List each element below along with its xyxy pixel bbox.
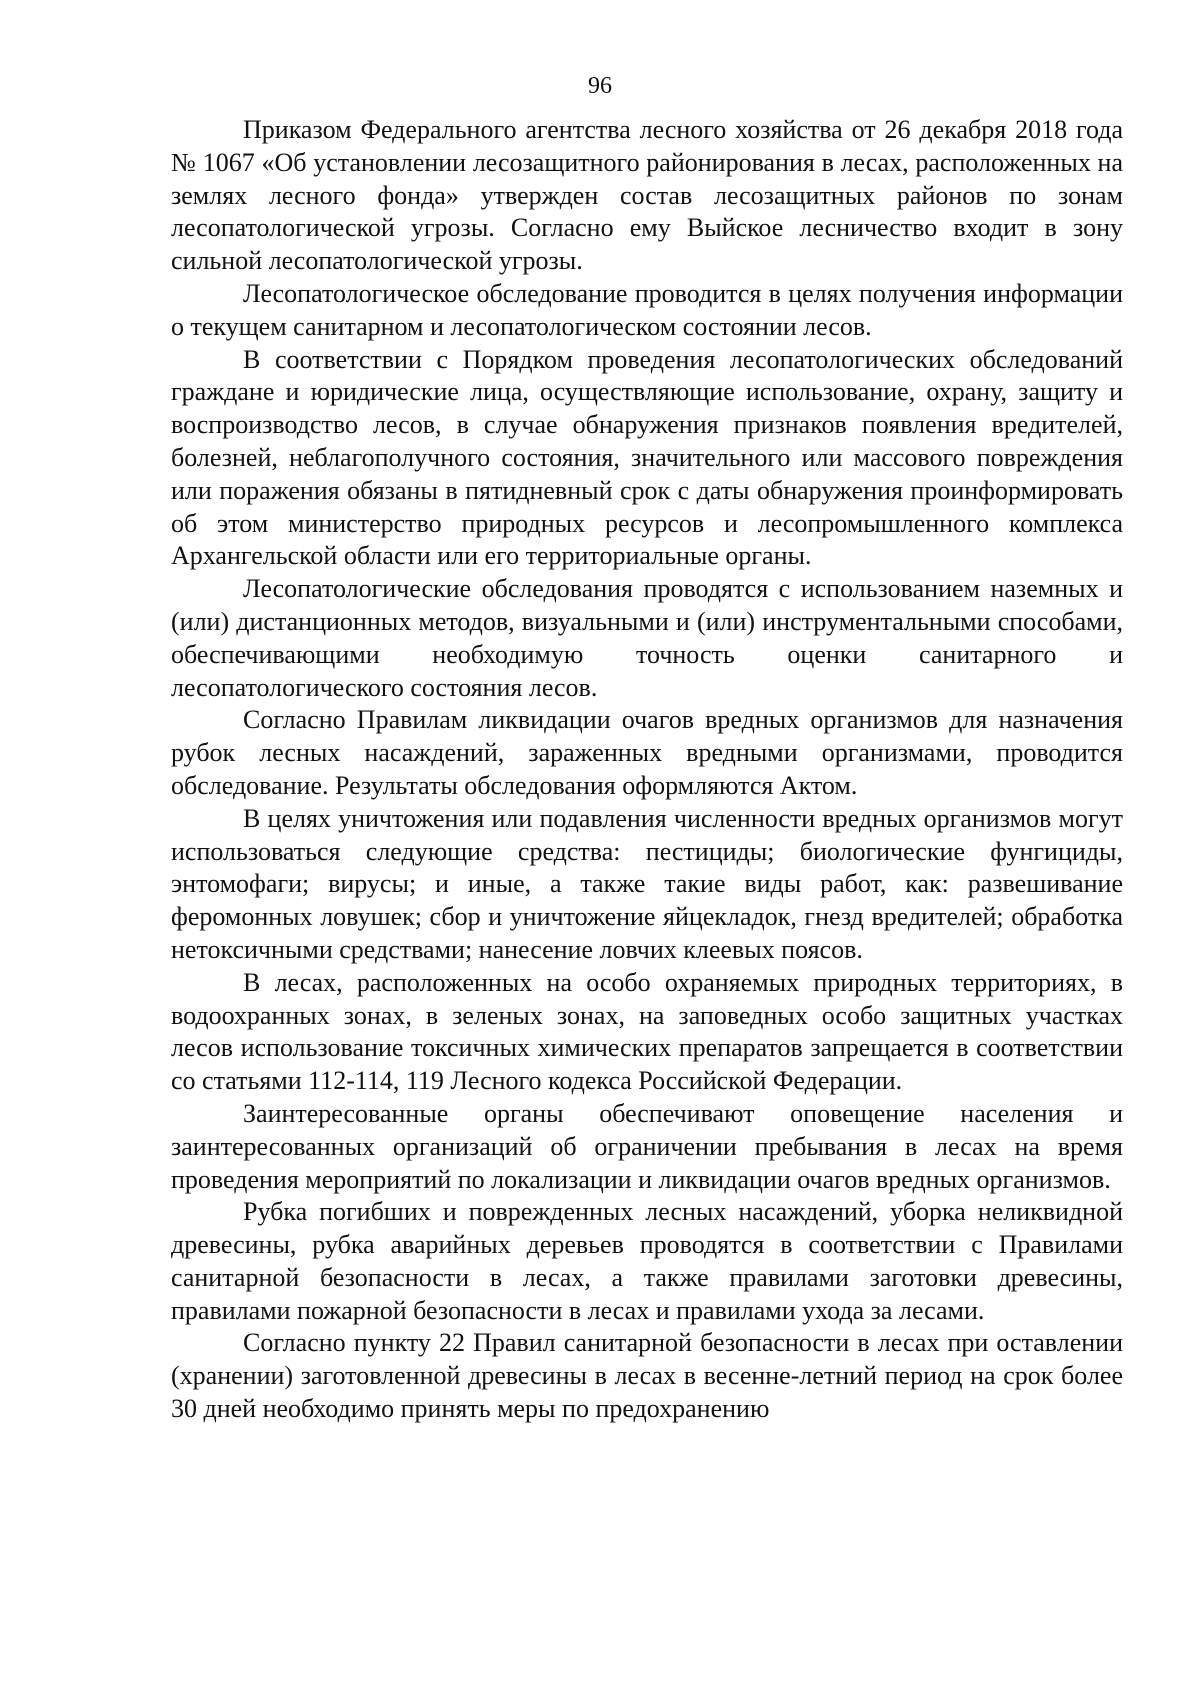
document-body <box>171 114 1123 1426</box>
page-number: 96 <box>588 73 612 99</box>
paragraph: Лесопатологическое обследование проводится в целях получения информации о текущем санитарном и лесопатологическом состоянии лесов. <box>171 278 1123 341</box>
paragraph-last: Согласно пункту 22 Правил санитарной безопасности в лесах при оставлении (хранении) заготовленной древесины в лесах в весенне-летний период на срок более 30 дней необходимо принять меры по предохранению <box>171 1328 1123 1424</box>
paragraph: В соответствии с Порядком проведения лесопатологических обследований граждане и юридические лица, осуществляющие использование, охрану, защиту и воспроизводство лесов, в случае обнаружения признаков появления вредителей, болезней, неблагополучного состояния, значительного или массового повреждения или поражения обязаны в пятидневный срок с даты обнаружения проинформировать об этом министерство природных ресурсов и лесопромышленного комплекса Архангельской области или его территориальные органы. <box>171 344 1123 571</box>
paragraph: В лесах, расположенных на особо охраняемых природных территориях, в водоохранных зонах, в зеленых зонах, на заповедных особо защитных участках лесов использование токсичных химических препаратов запрещается в соответствии со статьями 112-114, 119 Лесного кодекса Российской Федерации. <box>171 967 1123 1096</box>
paragraph: Согласно Правилам ликвидации очагов вредных организмов для назначения рубок лесных насаждений, зараженных вредными организмами, проводится обследование. Результаты обследования оформляются Актом. <box>171 705 1123 800</box>
paragraph: Лесопатологические обследования проводятся с использованием наземных и (или) дистанционных методов, визуальными и (или) инструментальными способами, обеспечивающими необходимую точность оценки санитарного и лесопатологического состояния лесов. <box>171 574 1123 702</box>
paragraph: Приказом Федерального агентства лесного хозяйства от 26 декабря 2018 года № 1067 «Об установлении лесозащитного районирования в лесах, расположенных на землях лесного фонда» утвержден состав лесозащитных районов по зонам лесопатологической угрозы. Согласно ему Выйское лесничество входит в зону сильной лесопатологической угрозы. <box>171 115 1123 276</box>
paragraph: Заинтересованные органы обеспечивают оповещение населения и заинтересованных организаций об ограничении пребывания в лесах на время проведения мероприятий по локализации и ликвидации очагов вредных организмов. <box>171 1098 1123 1194</box>
paragraph: Рубка погибших и поврежденных лесных насаждений, уборка неликвидной древесины, рубка аварийных деревьев проводятся в соответствии с Правилами санитарной безопасности в лесах, а также правилами заготовки древесины, правилами пожарной безопасности в лесах и правилами ухода за лесами. <box>171 1197 1123 1325</box>
paragraph: В целях уничтожения или подавления численности вредных организмов могут использоваться следующие средства: пестициды; биологические фунгициды, энтомофаги; вирусы; и иные, а также такие виды работ, как: развешивание феромонных ловушек; сбор и уничтожение яйцекладок, гнезд вредителей; обработка нетоксичными средствами; нанесение ловчих клеевых поясов. <box>171 803 1123 964</box>
